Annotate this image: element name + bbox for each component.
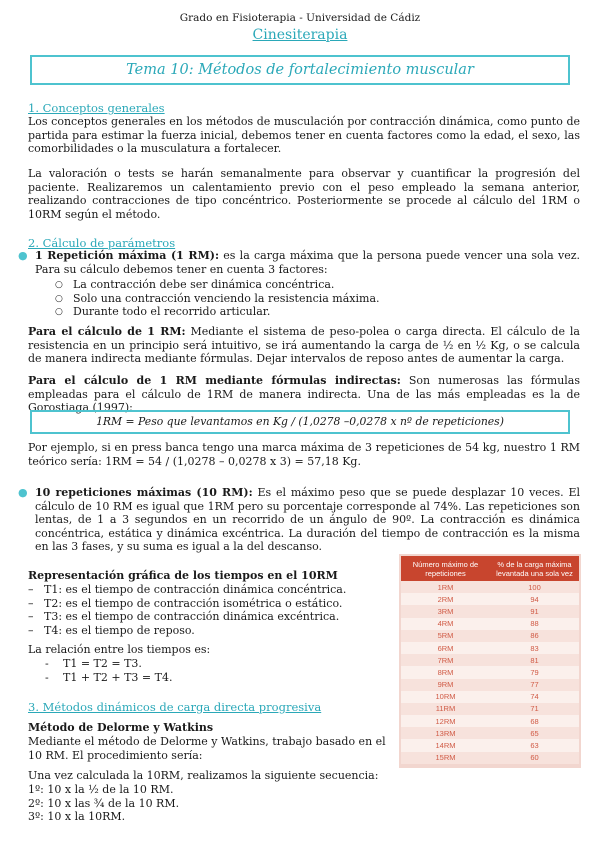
table-header-percent: % de la carga máxima levantada una sola vez	[490, 556, 579, 581]
table-header-row	[401, 556, 579, 581]
table-row	[401, 715, 579, 727]
table-row	[401, 618, 579, 630]
list-item	[28, 597, 388, 611]
list-item	[45, 671, 172, 685]
dash-bullet: –	[28, 583, 34, 596]
table-cell-percent: 94	[490, 593, 579, 605]
table-cell-percent: 74	[490, 691, 579, 703]
list-item	[45, 657, 172, 671]
list-item	[55, 305, 380, 319]
table-cell-percent: 79	[490, 666, 579, 678]
table-cell-percent: 68	[490, 715, 579, 727]
header-university: Grado en Fisioterapia - Universidad de Cádiz	[179, 12, 421, 24]
table-row	[401, 679, 579, 691]
sequence-steps	[28, 783, 179, 824]
bullet-1rm-term: 1 Repetición máxima (1 RM):	[35, 249, 220, 262]
table-cell-reps: 14RM	[401, 739, 490, 751]
list-item-text: Durante todo el recorrido articular.	[73, 305, 271, 318]
table-cell-percent: 91	[490, 605, 579, 617]
table-header-reps: Número máximo de repeticiones	[401, 556, 490, 581]
table-row	[401, 642, 579, 654]
list-item-text: T2: es el tiempo de contracción isométrica o estático.	[44, 596, 343, 610]
example-paragraph: Por ejemplo, si en press banca tengo una marca máxima de 3 repeticiones de 54 kg, nuestro 1 RM teórico sería: 1RM = 54 / (1,0278 – 0,0278 x 3) = 57,18 Kg.	[28, 441, 580, 468]
table-cell-reps: 6RM	[401, 642, 490, 654]
bullet-1rm	[35, 249, 580, 276]
section-3-heading: 3. Métodos dinámicos de carga directa progresiva	[28, 700, 322, 714]
list-item	[55, 278, 380, 292]
relation-list	[45, 657, 172, 684]
table-cell-percent: 71	[490, 703, 579, 715]
section-1-paragraph-1: Los conceptos generales en los métodos de musculación por contracción dinámica, como punto de partida para estimar la fuerza inicial, debemos tener en cuenta factores como la edad, el sexo, las comorbilidades o la musculatura a fortalecer.	[28, 115, 580, 155]
table-cell-percent: 63	[490, 739, 579, 751]
circle-bullet: ○	[55, 293, 63, 304]
list-item	[28, 583, 388, 597]
table-cell-reps: 9RM	[401, 679, 490, 691]
table-row	[401, 654, 579, 666]
list-item	[55, 292, 380, 306]
table-cell-percent: 100	[490, 581, 579, 593]
method-title: Método de Delorme y Watkins	[28, 721, 214, 734]
dash-bullet: -	[45, 670, 49, 684]
times-heading: Representación gráfica de los tiempos en el 10RM	[28, 569, 338, 582]
formula-box: 1RM = Peso que levantamos en Kg / (1,0278 –0,0278 x nº de repeticiones)	[30, 410, 570, 434]
table-row	[401, 581, 579, 593]
table-cell-reps: 13RM	[401, 727, 490, 739]
table-row	[401, 727, 579, 739]
table-cell-reps: 3RM	[401, 605, 490, 617]
list-item-text: T4: es el tiempo de reposo.	[44, 623, 195, 637]
table-row	[401, 593, 579, 605]
list-item	[28, 624, 388, 638]
table-cell-reps: 10RM	[401, 691, 490, 703]
section-2-heading: 2. Cálculo de parámetros	[28, 236, 176, 250]
bullet-10rm-text: Es el máximo peso que se puede desplazar 10 veces. El cálculo de 10 RM es igual que 1RM pero su porcentaje corresponde al 74%. Las repeticiones son lentas, de 1 a 3 segundos en un recorrido de un ángulo de 90º. La contracción es dinámica concéntrica, estática y dinámica excéntrica. La duración del tiempo de contracción es la misma en las 3 fases, y su suma es igual a la del descanso.	[35, 486, 580, 553]
list-item-text: T3: es el tiempo de contracción dinámica excéntrica.	[44, 610, 340, 623]
table-cell-reps: 15RM	[401, 752, 490, 764]
table-row	[401, 752, 579, 764]
dash-bullet: –	[28, 623, 34, 637]
list-item-text: T1 = T2 = T3.	[63, 657, 142, 670]
paragraph-calc-1rm	[28, 325, 580, 366]
section-1-paragraph-2: La valoración o tests se harán semanalmente para observar y cuantificar la progresión del paciente. Realizaremos un calentamiento previo con el peso empleado la semana anterior, realizando contracciones de tipo concéntrico. Posteriormente se procede al cálculo del 1RM o 10RM según el método.	[28, 167, 580, 221]
table-row	[401, 691, 579, 703]
bullet-dot: ●	[18, 249, 28, 262]
table-cell-reps: 12RM	[401, 715, 490, 727]
table-row	[401, 605, 579, 617]
table-cell-reps: 2RM	[401, 593, 490, 605]
circle-bullet: ○	[55, 280, 63, 290]
relation-heading: La relación entre los tiempos es:	[28, 643, 211, 656]
table-cell-percent: 65	[490, 727, 579, 739]
dash-bullet: -	[45, 657, 49, 670]
table-row	[401, 630, 579, 642]
bullet-1rm-text: es la carga máxima que la persona puede vencer una sola vez. Para su cálculo debemos tener en cuenta 3 factores:	[35, 249, 580, 276]
table-cell-percent: 88	[490, 618, 579, 630]
rm-percentage-table	[401, 556, 579, 764]
list-item	[28, 610, 388, 624]
table-cell-reps: 1RM	[401, 581, 490, 593]
table-cell-reps: 8RM	[401, 666, 490, 678]
times-list	[28, 583, 388, 637]
table-cell-reps: 11RM	[401, 703, 490, 715]
method-text: Mediante el método de Delorme y Watkins, trabajo basado en el 10 RM. El procedimiento sería:	[28, 735, 386, 762]
dash-bullet: –	[28, 596, 34, 610]
bullet-10rm-term: 10 repeticiones máximas (10 RM):	[35, 486, 253, 499]
sequence-intro: Una vez calculada la 10RM, realizamos la siguiente secuencia:	[28, 769, 379, 782]
table-cell-reps: 4RM	[401, 618, 490, 630]
section-1-heading: 1. Conceptos generales	[28, 101, 165, 115]
topic-title: Tema 10: Métodos de fortalecimiento muscular	[30, 55, 570, 85]
table-row	[401, 666, 579, 678]
list-item-text: T1 + T2 + T3 = T4.	[63, 670, 173, 684]
table-row	[401, 739, 579, 751]
table-cell-percent: 77	[490, 679, 579, 691]
table-cell-reps: 7RM	[401, 654, 490, 666]
bullet-10rm	[35, 486, 580, 554]
table-cell-percent: 83	[490, 642, 579, 654]
list-item: 2º: 10 x las ¾ de la 10 RM.	[28, 796, 180, 810]
table-cell-percent: 81	[490, 654, 579, 666]
dash-bullet: –	[28, 610, 34, 623]
list-item-text: Solo una contracción venciendo la resistencia máxima.	[73, 291, 380, 305]
list-item-text: T1: es el tiempo de contracción dinámica concéntrica.	[44, 583, 347, 596]
paragraph-formulas	[28, 374, 580, 415]
list-item: 1º: 10 x la ½ de la 10 RM.	[28, 783, 174, 796]
paragraph-formulas-term: Para el cálculo de 1 RM mediante fórmulas indirectas:	[28, 374, 401, 387]
paragraph-calc-1rm-term: Para el cálculo de 1 RM:	[28, 325, 186, 338]
table-row	[401, 703, 579, 715]
paragraph-formulas-text: Son numerosas las fórmulas empleadas para el cálculo de 1RM de manera indirecta. Una de las más empleadas es la de Gorostiaga (1997):	[28, 374, 580, 414]
circle-bullet: ○	[55, 307, 63, 317]
list-item: 3º: 10 x la 10RM.	[28, 810, 126, 823]
table-cell-reps: 5RM	[401, 630, 490, 642]
course-title: Cinesiterapia	[252, 27, 348, 43]
table-cell-percent: 86	[490, 630, 579, 642]
table-cell-percent: 60	[490, 752, 579, 764]
bullet-dot: ●	[18, 486, 28, 499]
paragraph-calc-1rm-text: Mediante el sistema de peso-polea o carga directa. El cálculo de la resistencia en un principio será intuitivo, se irá aumentando la carga de ½ en ½ Kg, o se calcula de manera indirecta mediante fórmulas. Dejar intervalos de reposo antes de aumentar la carga.	[28, 325, 580, 365]
list-item-text: La contracción debe ser dinámica concéntrica.	[73, 278, 335, 291]
subitem-list	[55, 278, 380, 319]
